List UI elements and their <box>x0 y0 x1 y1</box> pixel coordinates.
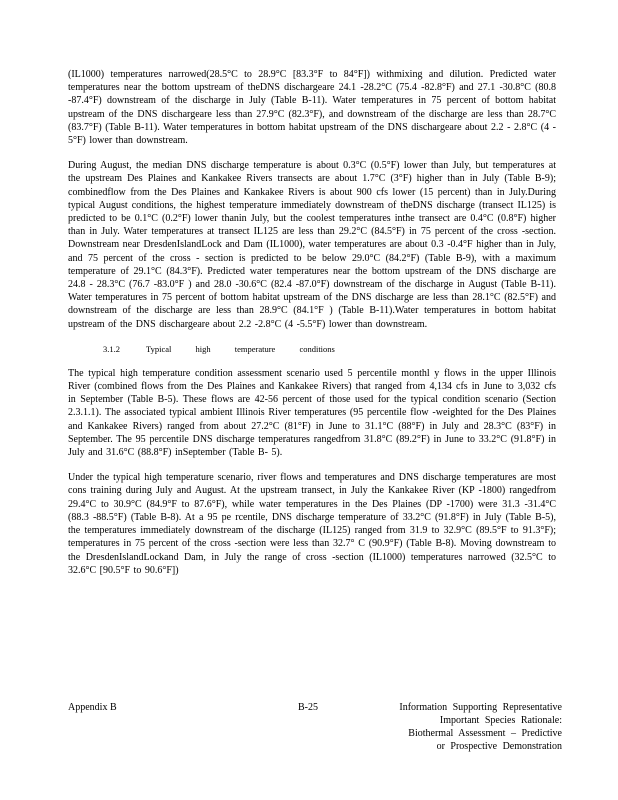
footer-document-title <box>372 701 562 753</box>
paragraph-august-conditions: During August, the median DNS discharge temperature is about 0.3°C (0.5°F) lower than July, but temperatures at the upstream Des Plaines and Kankakee Rivers transects are about 1.7°C (3°F) higher than in July (Table B-9); combinedflow from the Des Plaines and Kankakee Rivers is about 900 cfs lower (15 percent) than in July.During typical August conditions, the highest temperature immediately downstream of theDNS discharge (transect IL125) is predicted to be 0.1°C (0.2°F) lower thanin July, but the coolest temperatures inthe transect are 0.4°C (0.8°F) higher than in July. Water temperatures at transect IL125 are less than 29.2°C (84.5°F) in 75 percent of the cross -section. Downstream near DresdenIslandLock and Dam (IL1000), water temperatures are about 0.3 -0.4°F higher than in July, and 75 percent of the cross - section is predicted to be below 29.0°C (84.2°F) (Table B-9), with a maximum temperature of 29.1°C (84.3°F). Predicted water temperatures near the bottom upstream of the DNS discharge are 24.8 - 28.3°C (76.7 -83.0°F ) and 28.0 -30.6°C (82.4 -87.0°F) downstream of the discharge in August (Table B-11). Water temperatures in 75 percent of bottom habitat upstream of the DNS discharge are less than 28.1°C (82.5°F) and downstream of the discharge are less than 28.9°C (84.1°F ) (Table B-11).Water temperatures in bottom habitat upstream of the DNS dischargeare about 2.2 -2.8°C (4 -5.5°F) lower than downstream. <box>68 160 556 330</box>
section-title: Typical high temperature conditions <box>146 343 335 354</box>
paragraph-gap <box>68 459 556 471</box>
paragraph-gap <box>68 147 556 159</box>
footer-appendix-label: Appendix B <box>68 702 117 713</box>
footer-title-line: Information Supporting Representative <box>399 702 562 713</box>
footer-title-line: or Prospective Demonstration <box>436 741 562 752</box>
paragraph-gap <box>68 331 556 343</box>
paragraph-gap <box>68 355 556 367</box>
footer-title-line: Biothermal Assessment – Predictive <box>408 728 562 739</box>
section-number: 3.1.2 <box>103 343 120 354</box>
footer-page-number: B-25 <box>298 702 318 713</box>
section-heading <box>103 343 556 355</box>
paragraph-july-conditions: (IL1000) temperatures narrowed(28.5°C to 28.9°C [83.3°F to 84°F]) withmixing and dilution. Predicted water temperatures near the bottom upstream of theDNS dischargeare 24.1 -28.2°C (75.4 -82.8°F) and 27.1 -30.8°C (80.8 -87.4°F) downstream of the discharge in July (Table B-11). Water temperatures in 75 percent of bottom habitat upstream of the DNS dischargeare less than 27.9°C (82.3°F), and downstream of the discharge are less than 28.7°C (83.7°F) (Table B-11). Water temperatures in bottom habitat upstream of the DNS dischargeare about 2.2 - 2.8°C (4 - 5°F) lower than downstream. <box>68 69 556 147</box>
paragraph-high-temperature-scenario: The typical high temperature condition assessment scenario used 5 percentile monthl y flows in the upper Illinois River (combined flows from the Des Plaines and Kankakee Rivers) that ranged from 4,134 cfs in June to 3,032 cfs in September (Table B-5). These flows are 42-56 percent of those used for the typical condition scenario (Section 2.3.1.1). The associated typical ambient Illinois River temperatures (95 percentile flow -weighted for the Des Plaines and Kankakee Rivers) ranged from about 27.2°C (81°F) in June to 31.1°C (88°F) in July and 28.3°C (83°F) in September. The 95 percentile DNS discharge temperatures rangedfrom 31.8°C (89.2°F) in June to 33.2°C (91.8°F) in July and 31.6°C (88.8°F) inSeptember (Table B- 5). <box>68 367 556 459</box>
footer-title-line: Important Species Rationale: <box>439 715 562 726</box>
paragraph-july-august-constraints: Under the typical high temperature scenario, river flows and temperatures and DNS discharge temperatures are most cons training during July and August. At the upstream transect, in July the Kankakee River (KP -1800) rangedfrom 29.4°C to 30.9°C (84.9°F to 87.6°F), while water temperatures in the Des Plaines (DP -1700) were 31.3 -31.4°C (88.3 -88.5°F) (Table B-8). At a 95 pe rcentile, DNS discharge temperature of 33.2°C (91.8°F) in July (Table B-5), the temperatures immediately downstream of the discharge (IL125) ranged from 31.9 to 32.9°C (89.5°F to 91.3°F); temperatures in 75 percent of the cross -section were less than 32.7° C (90.9°F) (Table B-8). Moving downstream to the DresdenIslandLockand Dam, in July the range of cross -section (IL1000) temperatures narrowed (32.5°C to 32.6°C [90.5°F to 90.6°F]) <box>68 472 556 576</box>
page-body <box>68 68 556 577</box>
